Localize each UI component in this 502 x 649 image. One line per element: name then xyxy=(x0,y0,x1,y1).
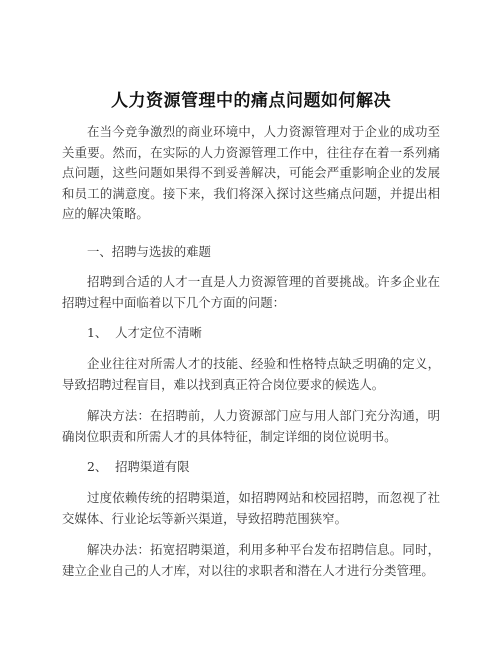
item-problem-paragraph: 过度依赖传统的招聘渠道，如招聘网站和校园招聘，而忽视了社交媒体、行业论坛等新兴渠道，导致招聘范围狭窄。 xyxy=(62,490,440,526)
item-problem-paragraph: 企业往往对所需人才的技能、经验和性格特点缺乏明确的定义，导致招聘过程盲目，难以找到真正符合岗位要求的候选人。 xyxy=(62,356,440,392)
intro-paragraph: 在当今竞争激烈的商业环境中，人力资源管理对于企业的成功至关重要。然而，在实际的人力资源管理工作中，往往存在着一系列痛点问题，这些问题如果得不到妥善解决，可能会严重影响企业的发展和员工的满意度。接下来，我们将深入探讨这些痛点问题，并提出相应的解决策略。 xyxy=(62,124,440,221)
document-title: 人力资源管理中的痛点问题如何解决 xyxy=(111,91,391,111)
item-solution-paragraph: 解决方法：在招聘前，人力资源部门应与用人部门充分沟通，明确岗位职责和所需人才的具体特征，制定详细的岗位说明书。 xyxy=(62,408,440,444)
item-heading-recruitment-channels: 2、 招聘渠道有限 xyxy=(87,459,190,474)
item-heading-talent-positioning: 1、 人才定位不清晰 xyxy=(87,325,202,340)
item-solution-paragraph: 解决办法：拓宽招聘渠道，利用多种平台发布招聘信息。同时，建立企业自己的人才库，对以往的求职者和潜在人才进行分类管理。 xyxy=(62,542,440,578)
section-intro-paragraph: 招聘到合适的人才一直是人力资源管理的首要挑战。许多企业在招聘过程中面临着以下几个方面的问题： xyxy=(62,274,440,310)
section-heading-recruitment: 一、招聘与选拔的难题 xyxy=(87,244,211,259)
